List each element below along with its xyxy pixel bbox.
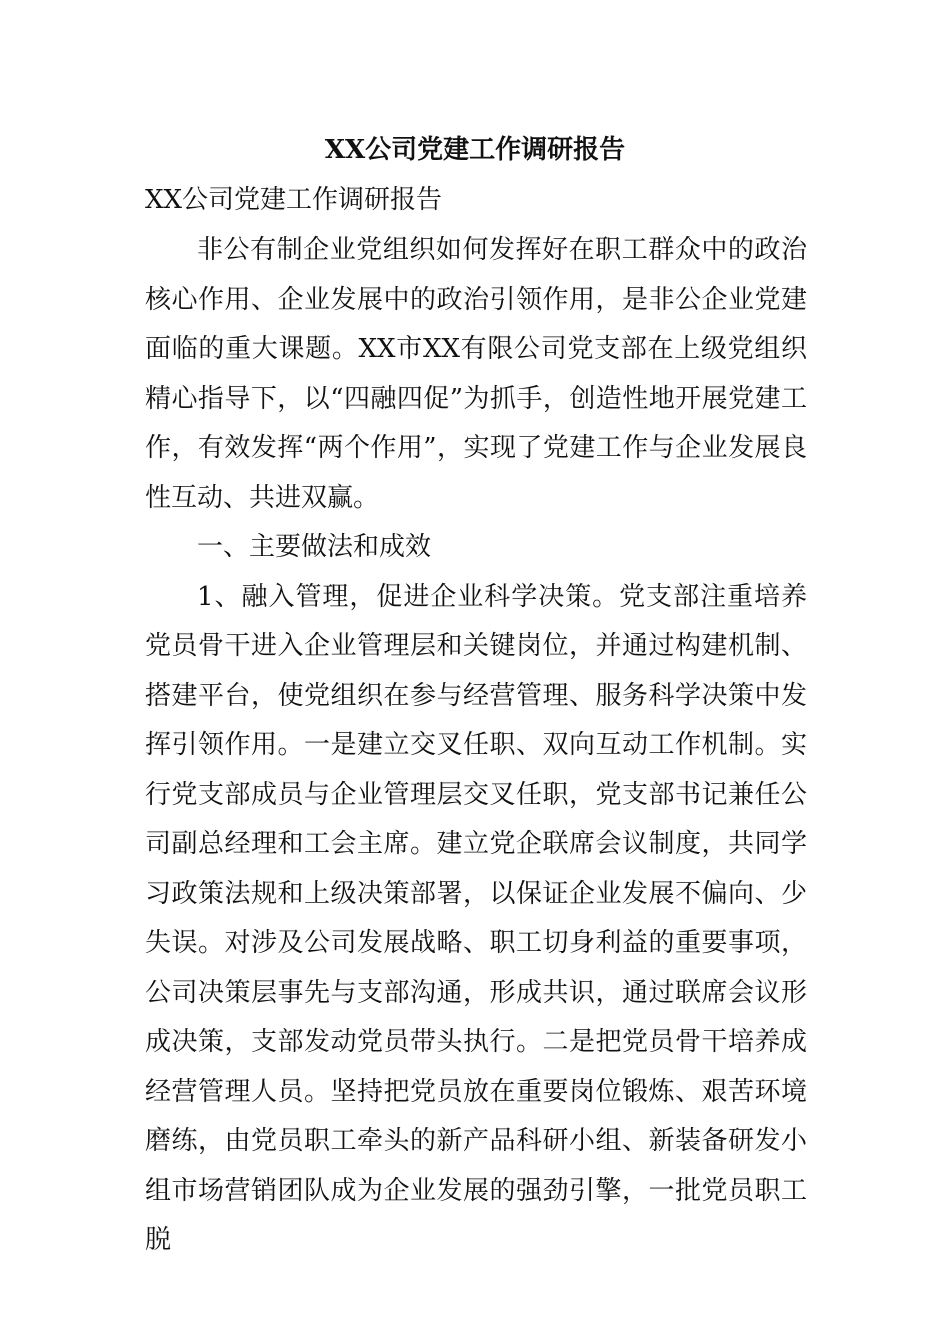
body-paragraph: 1、融入管理，促进企业科学决策。党支部注重培养党员骨干进入企业管理层和关键岗位，并通过构建机制、搭建平台，使党组织在参与经营管理、服务科学决策中发挥引领作用。一是建立交叉任职、双向互动工作机制。实行党支部成员与企业管理层交叉任职，党支部书记兼任公司副总经理和工会主席。建立党企联席会议制度，共同学习政策法规和上级决策部署，以保证企业发展不偏向、少失误。对涉及公司发展战略、职工切身利益的重要事项，公司决策层事先与支部沟通，形成共识，通过联席会议形成决策，支部发动党员带头执行。二是把党员骨干培养成经营管理人员。坚持把党员放在重要岗位锻炼、艰苦环境磨练，由党员职工牵头的新产品科研小组、新装备研发小组市场营销团队成为企业发展的强劲引擎，一批党员职工脱 (145, 581, 807, 1255)
document-body (145, 226, 807, 1266)
intro-paragraph: 非公有制企业党组织如何发挥好在职工群众中的政治核心作用、企业发展中的政治引领作用，是非公企业党建面临的重大课题。XX市XX有限公司党支部在上级党组织精心指导下，以“四融四促”为抓手，创造性地开展党建工作，有效发挥“两个作用”，实现了党建工作与企业发展良性互动、共进双赢。 (145, 235, 807, 513)
document-subtitle: XX公司党建工作调研报告 (145, 185, 443, 215)
section-heading: 一、主要做法和成效 (197, 532, 432, 562)
document-title: XX公司党建工作调研报告 (324, 135, 626, 165)
